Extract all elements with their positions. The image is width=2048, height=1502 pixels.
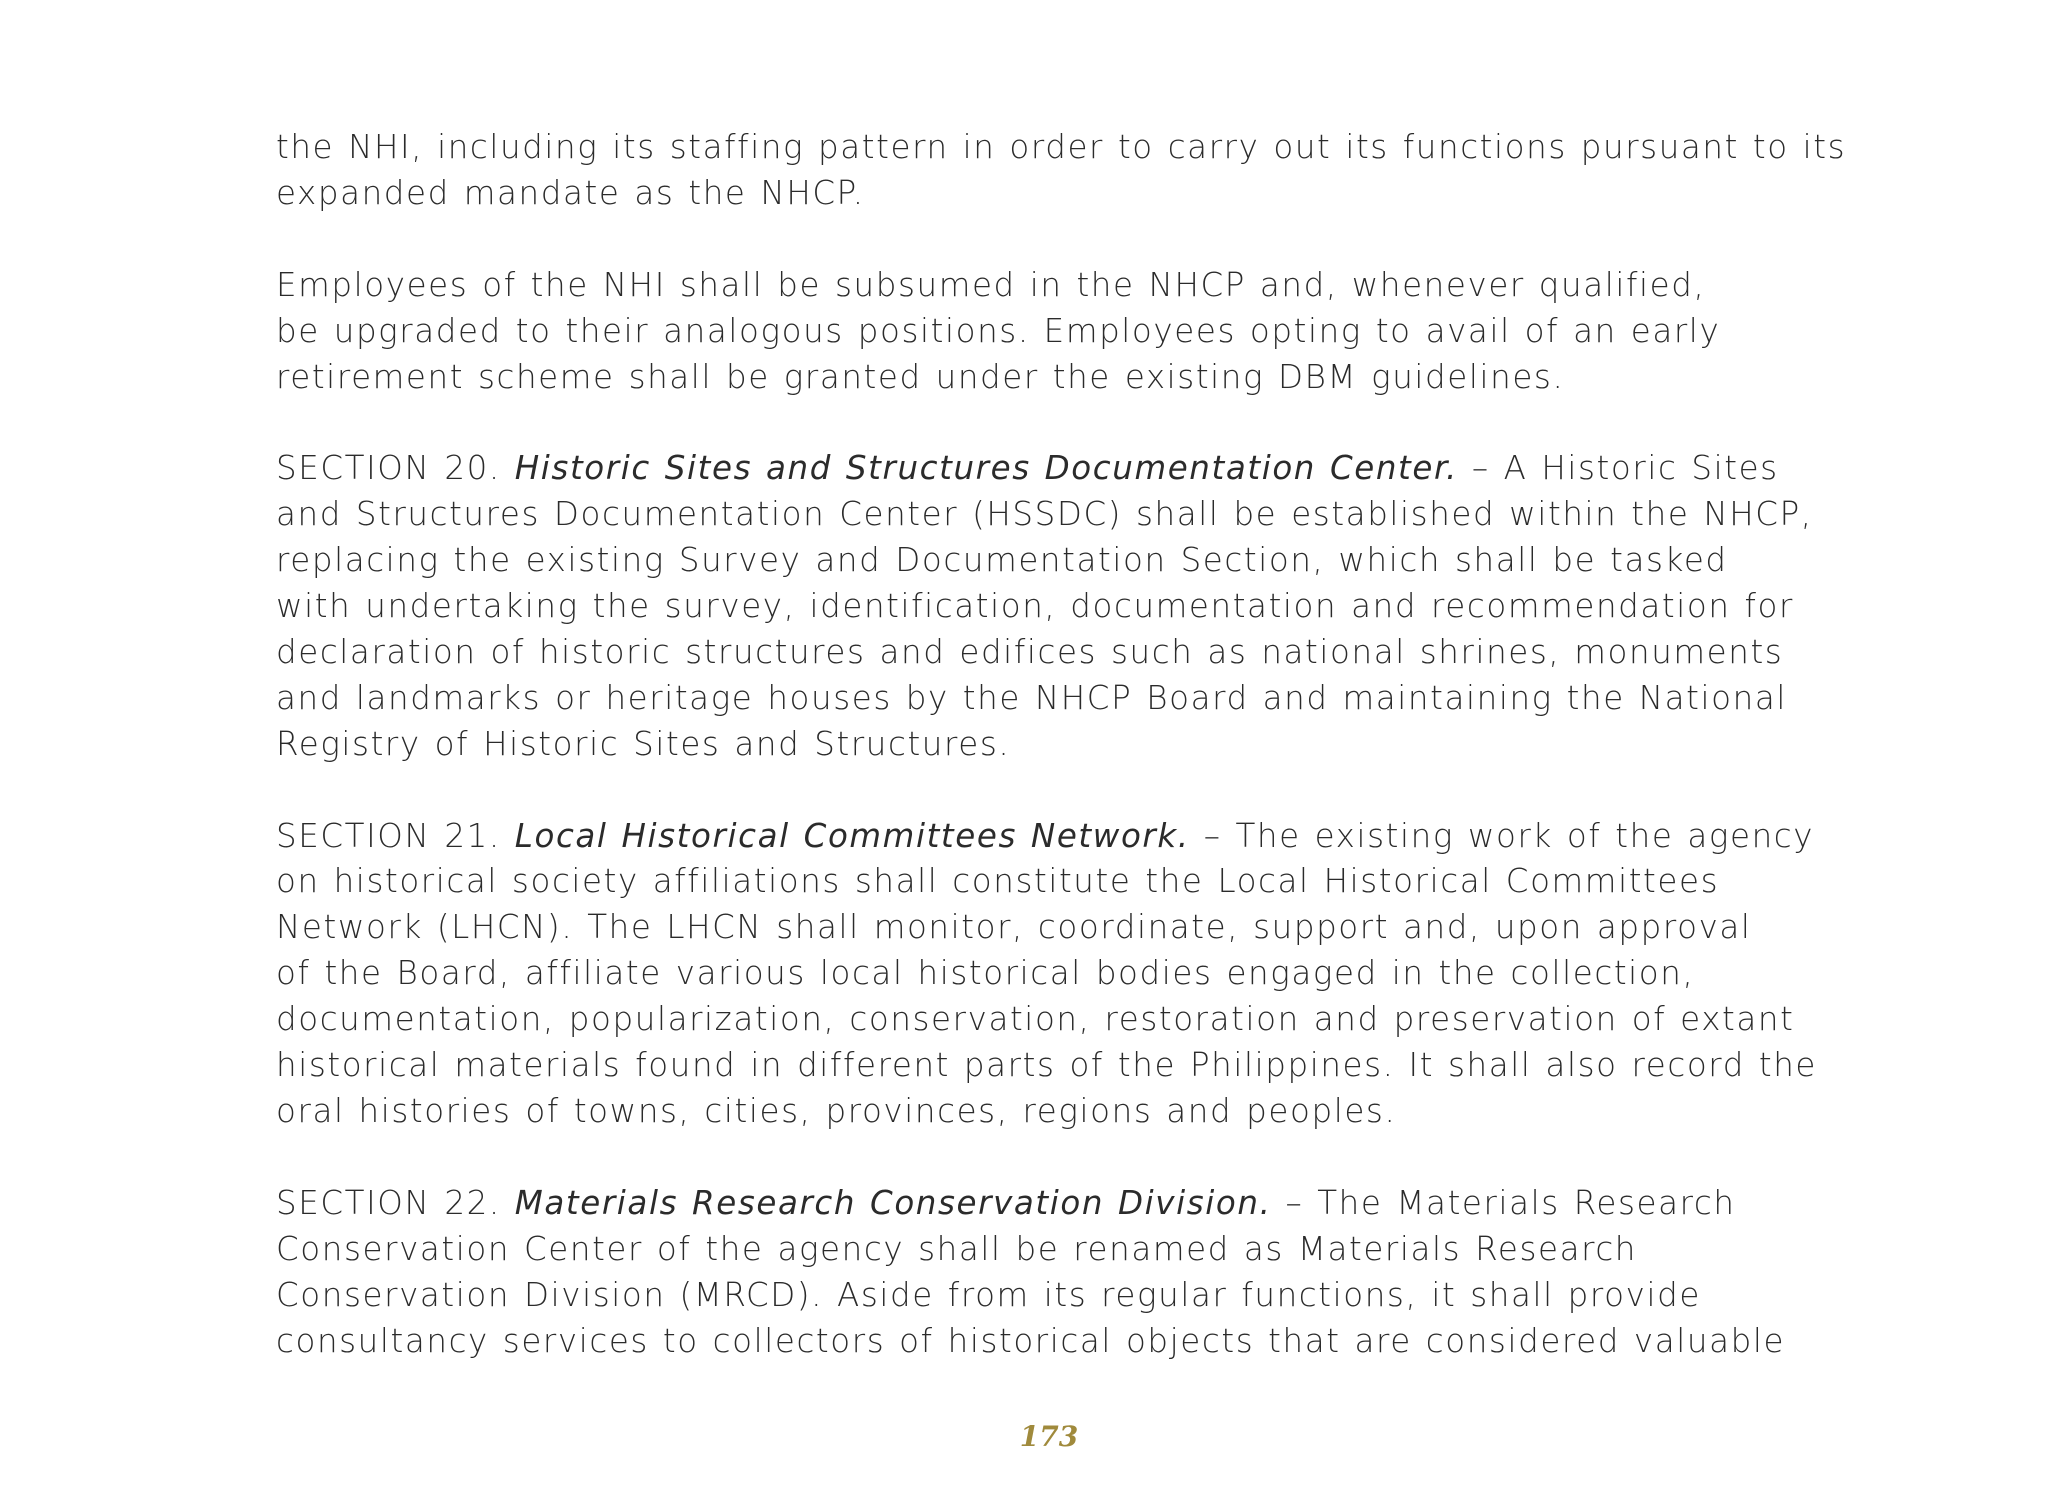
text-line: with undertaking the survey, identification, documentation and recommendation for: [276, 587, 1794, 626]
text-line: Conservation Division (MRCD). Aside from its regular functions, it shall provide: [276, 1275, 1701, 1314]
text-line: Employees of the NHI shall be subsumed in the NHCP and, whenever qualified,: [276, 265, 1706, 304]
text-line: oral histories of towns, cities, provinces, regions and peoples.: [276, 1091, 1397, 1130]
section-22-title: Materials Research Conservation Division.: [514, 1183, 1272, 1222]
text-line: Network (LHCN). The LHCN shall monitor, coordinate, support and, upon approval: [276, 908, 1752, 947]
text-line: Conservation Center of the agency shall be renamed as Materials Research: [276, 1229, 1637, 1268]
text-line: and landmarks or heritage houses by the NHCP Board and maintaining the National: [276, 678, 1787, 717]
paragraph-nhi-staffing: [276, 125, 1906, 217]
text-line: documentation, popularization, conservation, restoration and preservation of extant: [276, 1000, 1795, 1039]
section-20-heading: SECTION 20.: [276, 449, 501, 488]
section-22-heading: SECTION 22.: [276, 1183, 501, 1222]
text-line: expanded mandate as the NHCP.: [276, 173, 865, 212]
section-20-intro: – A Historic Sites: [1471, 449, 1779, 488]
section-21-title: Local Historical Committees Network.: [514, 816, 1190, 855]
section-22-intro: – The Materials Research: [1285, 1183, 1736, 1222]
paragraph-employees: [276, 263, 1906, 401]
page-number: 173: [1019, 1420, 1079, 1453]
text-line: consultancy services to collectors of historical objects that are considered valuable: [276, 1321, 1786, 1360]
text-line: and Structures Documentation Center (HSSDC) shall be established within the NHCP,: [276, 495, 1813, 534]
text-line: [276, 446, 1906, 492]
body-text: [276, 125, 1906, 1364]
text-line: the NHI, including its staffing pattern in order to carry out its functions pursuant to its: [276, 128, 1847, 166]
text-line: [276, 1181, 1906, 1227]
text-line: be upgraded to their analogous positions. Employees opting to avail of an early: [276, 311, 1721, 350]
section-20-title: Historic Sites and Structures Documentation Center.: [514, 449, 1458, 488]
text-line: replacing the existing Survey and Documentation Section, which shall be tasked: [276, 541, 1728, 580]
text-line: Registry of Historic Sites and Structures.: [276, 724, 1011, 763]
section-21: [276, 814, 1906, 1135]
section-21-heading: SECTION 21.: [276, 816, 501, 855]
section-22: [276, 1181, 1906, 1365]
text-line: on historical society affiliations shall constitute the Local Historical Committees: [276, 862, 1720, 901]
text-line: of the Board, affiliate various local historical bodies engaged in the collection,: [276, 954, 1695, 993]
section-20: [276, 446, 1906, 767]
text-line: [276, 814, 1906, 860]
text-line: historical materials found in different parts of the Philippines. It shall also record the: [276, 1046, 1817, 1085]
text-line: declaration of historic structures and edifices such as national shrines, monuments: [276, 632, 1784, 671]
text-line: retirement scheme shall be granted under the existing DBM guidelines.: [276, 357, 1565, 396]
section-21-intro: – The existing work of the agency: [1203, 816, 1815, 855]
